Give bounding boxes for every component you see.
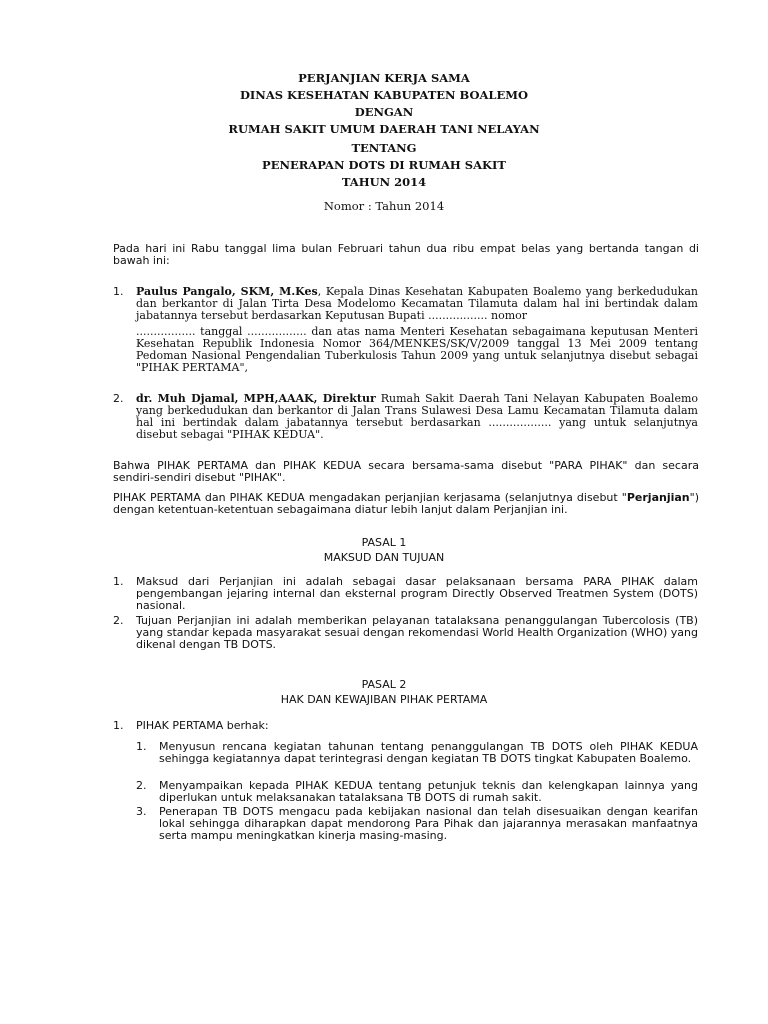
pasal-1-item-2-text: Tujuan Perjanjian ini adalah memberikan pelayanan tatalaksana penanggulangan Tubercolosis (TB) yang standar kepada masyarakat sesuai dengan rekomendasi World Health Organization (WHO) yang dikenal dengan TB DOTS.: [136, 614, 698, 651]
pasal-2-title: HAK DAN KEWAJIBAN PIHAK PERTAMA: [280, 693, 488, 706]
party-1-continuation: ................. tanggal ................. dan atas nama Menteri Kesehatan sebagaimana keputusan Menteri Kesehatan Republik Indonesia Nomor 364/MENKES/SK/V/2009 tanggal 13 Mei 2009 tentang Pedoman Nasional Pengendalian Tuberkulosis Tahun 2009 yang untuk selanjutnya disebut sebagai "PIHAK PERTAMA",: [136, 325, 698, 374]
pasal-1-item-1-number: 1.: [113, 575, 124, 588]
title-line-7: TAHUN 2014: [341, 175, 427, 189]
title-line-1: PERJANJIAN KERJA SAMA: [298, 71, 470, 85]
party-2-text: Rumah Sakit Daerah Tani Nelayan Kabupaten Boalemo yang berkedudukan dan berkantor di Jalan Trans Sulawesi Desa Lamu Kecamatan Tilamuta dalam hal ini bertindak dalam jabatannya tersebut berdasarkan .................. yang untuk selanjutnya disebut sebagai "PIHAK KEDUA".: [136, 392, 699, 441]
document-number: Nomor : Tahun 2014: [323, 199, 445, 213]
title-line-6: PENERAPAN DOTS DI RUMAH SAKIT: [262, 158, 506, 172]
party-1-name: Paulus Pangalo, SKM, M.Kes: [136, 285, 318, 298]
perjanjian-paragraph: [113, 492, 699, 516]
pasal-1-heading: PASAL 1: [361, 536, 407, 549]
pasal-1-title: MAKSUD DAN TUJUAN: [323, 551, 445, 564]
party-2-name: dr. Muh Djamal, MPH,AAAK, Direktur: [136, 392, 376, 405]
pasal-2-item-1-number: 1.: [113, 719, 124, 732]
party-2-number: 2.: [113, 392, 124, 405]
party-1-paragraph: [136, 286, 698, 322]
pasal-2-subitem-2-text: Menyampaikan kepada PIHAK KEDUA tentang petunjuk teknis dan kelengkapan lainnya yang diperlukan untuk melaksanakan tatalaksana TB DOTS di rumah sakit.: [159, 779, 698, 804]
pasal-2-subitem-3-number: 3.: [136, 805, 147, 818]
perjanjian-bold: Perjanjian: [626, 491, 690, 504]
party-1-number: 1.: [113, 285, 124, 298]
perjanjian-post: ") dengan ketentuan-ketentuan sebagaimana diatur lebih lanjut dalam Perjanjian ini.: [113, 491, 699, 516]
pasal-2-subitem-1-text: Menyusun rencana kegiatan tahunan tentang penanggulangan TB DOTS oleh PIHAK KEDUA sehingga kegiatannya dapat terintegrasi dengan kegiatan TB DOTS tingkat Kabupaten Boalemo.: [159, 740, 698, 765]
pasal-2-subitem-2-number: 2.: [136, 779, 147, 792]
pasal-1-item-2-number: 2.: [113, 614, 124, 627]
title-line-4: RUMAH SAKIT UMUM DAERAH TANI NELAYAN: [228, 122, 540, 136]
title-line-2: DINAS KESEHATAN KABUPATEN BOALEMO: [239, 88, 529, 102]
intro-paragraph: Pada hari ini Rabu tanggal lima bulan Februari tahun dua ribu empat belas yang bertanda tangan di bawah ini:: [113, 242, 699, 267]
document-title: [0, 70, 768, 138]
document-subject: [0, 140, 768, 191]
perjanjian-pre: PIHAK PERTAMA dan PIHAK KEDUA mengadakan perjanjian kerjasama (selanjutnya disebut ": [113, 491, 627, 504]
pasal-2-heading: PASAL 2: [361, 678, 407, 691]
pasal-2-subitem-1-number: 1.: [136, 740, 147, 753]
pasal-2-item-1-text: PIHAK PERTAMA berhak:: [136, 719, 269, 732]
pasal-2-subitem-3-text: Penerapan TB DOTS mengacu pada kebijakan nasional dan telah disesuaikan dengan kearifan lokal sehingga diharapkan dapat mendorong Para Pihak dan jajarannya merasakan manfaatnya serta mampu meningkatkan kinerja masing-masing.: [159, 805, 698, 842]
para-pihak-paragraph: Bahwa PIHAK PERTAMA dan PIHAK KEDUA secara bersama-sama disebut "PARA PIHAK" dan secara sendiri-sendiri disebut "PIHAK".: [113, 459, 699, 484]
party-1-text-a: , Kepala Dinas Kesehatan Kabupaten Boalemo yang berkedudukan dan berkantor di Jalan Tirta Desa Modelomo Kecamatan Tilamuta dalam hal ini bertindak dalam jabatannya tersebut berdasarkan Keputusan Bupati ................. nomor: [136, 285, 698, 322]
pasal-1-item-1-text: Maksud dari Perjanjian ini adalah sebagai dasar pelaksanaan bersama PARA PIHAK dalam pengembangan jejaring internal dan eksternal program Directly Observed Treatmen System (DOTS) nasional.: [136, 575, 698, 612]
title-line-3: DENGAN: [354, 105, 414, 119]
party-2-paragraph: [136, 393, 698, 441]
title-line-5: TENTANG: [351, 141, 417, 155]
